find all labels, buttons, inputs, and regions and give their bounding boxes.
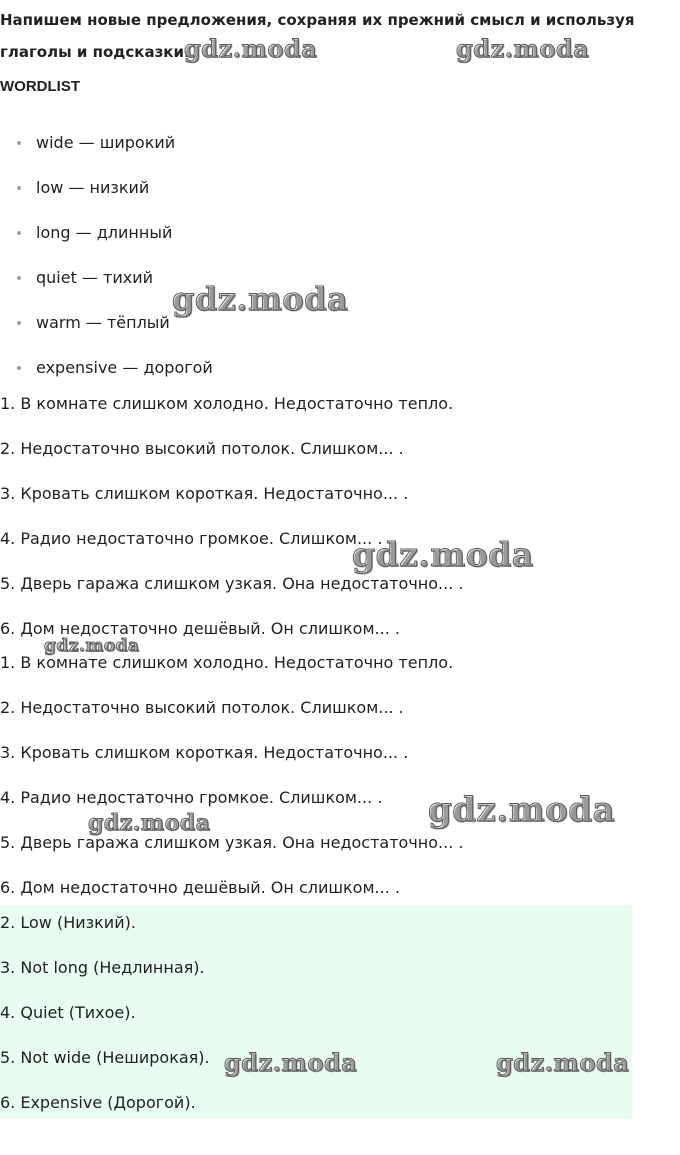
wordlist-item-text: warm — тёплый xyxy=(36,313,170,332)
sentence-item: 2. Недостаточно высокий потолок. Слишком... . xyxy=(0,698,404,717)
wordlist-item-text: long — длинный xyxy=(36,223,173,242)
watermark: gdz.moda xyxy=(224,1048,358,1077)
watermark: gdz.moda xyxy=(496,1048,630,1077)
bullet-icon xyxy=(17,141,21,145)
wordlist-heading: WORDLIST xyxy=(0,78,80,95)
sentence-item: 3. Кровать слишком короткая. Недостаточно... . xyxy=(0,743,409,762)
sentence-item: 2. Недостаточно высокий потолок. Слишком... . xyxy=(0,439,404,458)
wordlist xyxy=(0,120,213,390)
bullet-icon xyxy=(17,366,21,370)
sentence-list-repeat xyxy=(0,640,463,910)
sentence-item: 1. В комнате слишком холодно. Недостаточно тепло. xyxy=(0,653,454,672)
answer-item: 2. Low (Низкий). xyxy=(0,913,136,932)
sentence-list xyxy=(0,381,463,651)
sentence-item: 5. Дверь гаража слишком узкая. Она недостаточно... . xyxy=(0,833,464,852)
answer-item: 4. Quiet (Тихое). xyxy=(0,1003,136,1022)
answer-item: 3. Not long (Недлинная). xyxy=(0,958,205,977)
bullet-icon xyxy=(17,231,21,235)
wordlist-item-text: wide — широкий xyxy=(36,133,176,152)
sentence-item: 1. В комнате слишком холодно. Недостаточно тепло. xyxy=(0,394,454,413)
watermark: gdz.moda xyxy=(456,34,590,63)
sentence-item: 3. Кровать слишком короткая. Недостаточно... . xyxy=(0,484,409,503)
answer-item: 6. Expensive (Дорогой). xyxy=(0,1093,196,1112)
watermark: gdz.moda xyxy=(428,790,616,830)
watermark: gdz.moda xyxy=(88,810,211,836)
sentence-item: 5. Дверь гаража слишком узкая. Она недостаточно... . xyxy=(0,574,464,593)
wordlist-item-text: expensive — дорогой xyxy=(36,358,213,377)
answer-list xyxy=(0,905,632,1130)
wordlist-item xyxy=(0,210,213,255)
sentence-item: 6. Дом недостаточно дешёвый. Он слишком... . xyxy=(0,619,400,638)
watermark: gdz.moda xyxy=(352,535,534,574)
wordlist-item-text: low — низкий xyxy=(36,178,150,197)
bullet-icon xyxy=(17,186,21,190)
watermark: gdz.moda xyxy=(44,636,140,656)
wordlist-item-text: quiet — тихий xyxy=(36,268,154,287)
wordlist-item xyxy=(0,120,213,165)
answer-block xyxy=(0,905,632,1119)
sentence-item: 4. Радио недостаточно громкое. Слишком... . xyxy=(0,788,383,807)
watermark: gdz.moda xyxy=(184,34,318,63)
bullet-icon xyxy=(17,276,21,280)
watermark: gdz.moda xyxy=(172,280,349,318)
sentence-item: 6. Дом недостаточно дешёвый. Он слишком... . xyxy=(0,878,400,897)
wordlist-item xyxy=(0,165,213,210)
answer-item: 5. Not wide (Неширокая). xyxy=(0,1048,210,1067)
task-intro: Напишем новые предложения, сохраняя их прежний смысл и используя глаголы и подсказки. xyxy=(0,11,635,61)
bullet-icon xyxy=(17,321,21,325)
sentence-item: 4. Радио недостаточно громкое. Слишком... . xyxy=(0,529,383,548)
